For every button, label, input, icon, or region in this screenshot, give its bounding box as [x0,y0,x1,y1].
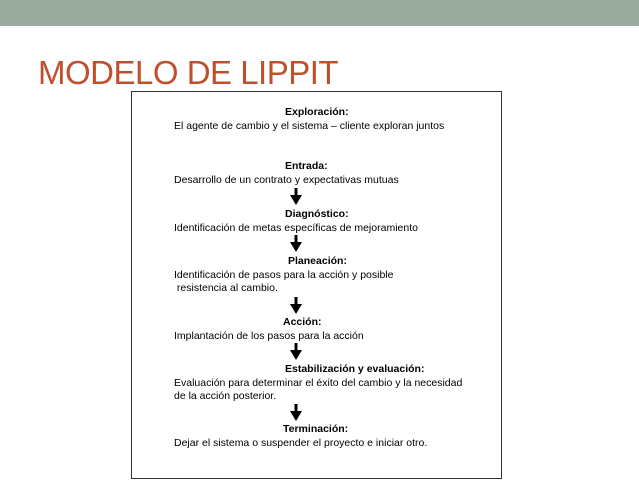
step-desc-estabilizacion-line1: Evaluación para determinar el éxito del cambio y la necesidad [174,377,463,389]
down-arrow-icon [290,297,302,314]
top-banner [0,0,639,26]
step-desc-exploracion: El agente de cambio y el sistema – cliente exploran juntos [174,120,445,132]
step-title-accion: Acción: [283,316,322,328]
step-desc-planeacion-line1: Identificación de pasos para la acción y posible [174,269,394,281]
lippit-model-diagram [131,91,502,479]
step-title-exploracion: Exploración: [285,106,349,118]
step-title-entrada: Entrada: [285,160,328,172]
step-title-diagnostico: Diagnóstico: [285,208,349,220]
slide-title: MODELO DE LIPPIT [38,54,339,91]
step-desc-estabilizacion-line2: de la acción posterior. [174,390,277,402]
down-arrow-icon [290,343,302,360]
step-title-planeacion: Planeación: [288,255,347,267]
step-desc-planeacion-line2: resistencia al cambio. [174,282,278,294]
step-desc-entrada: Desarrollo de un contrato y expectativas mutuas [174,174,399,186]
down-arrow-icon [290,188,302,205]
step-desc-accion: Implantación de los pasos para la acción [174,330,364,342]
down-arrow-icon [290,235,302,252]
step-title-terminacion: Terminación: [283,423,349,435]
step-title-estabilizacion: Estabilización y evaluación: [285,363,425,375]
down-arrow-icon [290,404,302,421]
step-desc-diagnostico: Identificación de metas específicas de mejoramiento [174,222,418,234]
step-desc-terminacion: Dejar el sistema o suspender el proyecto e iniciar otro. [174,437,428,449]
